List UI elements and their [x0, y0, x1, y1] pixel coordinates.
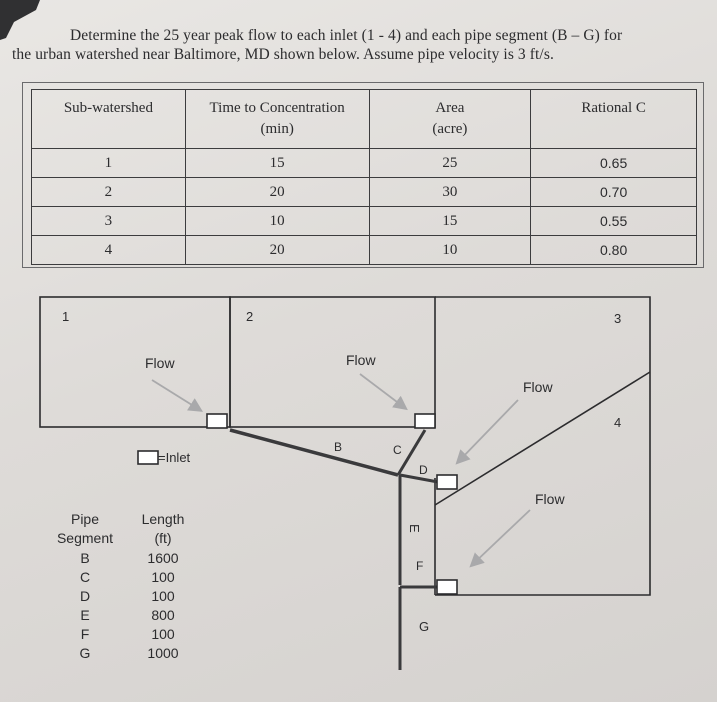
- cell-area: 25: [369, 149, 531, 178]
- pipe-label-f: F: [416, 559, 424, 573]
- header-time-of-concentration: Time to Concentration (min): [185, 90, 369, 149]
- inlet-4: [437, 580, 457, 594]
- flow-arrow-2: [360, 374, 405, 408]
- cell-subwatershed: 2: [32, 178, 186, 207]
- pipe-length-value: 100: [151, 588, 175, 604]
- cell-tc: 10: [185, 207, 369, 236]
- subwatershed-3-4-boundary: [435, 297, 650, 595]
- inlet-legend-icon: [138, 451, 158, 464]
- pipe-length-value: 100: [151, 626, 175, 642]
- list-item: [50, 626, 210, 645]
- inlet-1: [207, 414, 227, 428]
- pipe-length-value: 1000: [147, 645, 179, 661]
- pipe-segment-id: F: [80, 626, 90, 642]
- subwatershed-label-1: 1: [62, 309, 70, 324]
- pipe-segment-id: D: [79, 588, 91, 604]
- flow-arrow-1: [152, 380, 200, 410]
- header-area: Area (acre): [369, 90, 531, 149]
- list-item: [50, 607, 210, 626]
- problem-line-1: Determine the 25 year peak flow to each inlet (1 - 4) and each pipe segment (B – G) for: [70, 27, 623, 44]
- cell-rational-c: 0.55: [531, 207, 697, 236]
- inlet-legend-text: =Inlet: [158, 450, 191, 465]
- flow-arrow-4: [472, 510, 530, 565]
- cell-tc: 20: [185, 236, 369, 265]
- cell-area: 30: [369, 178, 531, 207]
- cell-area: 10: [369, 236, 531, 265]
- flow-label-1: Flow: [145, 355, 175, 371]
- header-subwatershed: Sub-watershed: [32, 90, 186, 149]
- cell-tc: 15: [185, 149, 369, 178]
- flow-label-4: Flow: [535, 491, 565, 507]
- pipe-label-e: E: [407, 524, 422, 533]
- pipe-segment-b: [230, 430, 398, 475]
- cell-subwatershed: 1: [32, 149, 186, 178]
- list-item: [50, 550, 210, 569]
- table-row: [32, 207, 697, 236]
- pipe-label-c: C: [393, 443, 402, 457]
- list-item: [50, 645, 210, 664]
- subwatershed-label-4: 4: [614, 415, 622, 430]
- list-item: [50, 588, 210, 607]
- subwatershed-label-3: 3: [614, 311, 622, 326]
- cell-rational-c: 0.80: [531, 236, 697, 265]
- cell-rational-c: 0.65: [531, 149, 697, 178]
- problem-line-2: the urban watershed near Baltimore, MD shown below. Assume pipe velocity is 3 ft/s.: [12, 46, 554, 63]
- cell-subwatershed: 4: [32, 236, 186, 265]
- inlet-3: [437, 475, 457, 489]
- problem-statement: [12, 26, 702, 64]
- subwatershed-table-box: [22, 82, 704, 268]
- subwatershed-table: [31, 89, 697, 265]
- cell-rational-c: 0.70: [531, 178, 697, 207]
- pipe-label-g: G: [419, 619, 430, 634]
- pipe-length-value: 1600: [147, 550, 179, 566]
- table-header-row: [32, 90, 697, 149]
- subwatershed-label-2: 2: [246, 309, 254, 324]
- header-rational-c: Rational C: [531, 90, 697, 149]
- pipe-segment-header: Pipe Segment: [56, 511, 114, 546]
- pipe-label-b: B: [334, 440, 343, 454]
- inlet-2: [415, 414, 435, 428]
- cell-subwatershed: 3: [32, 207, 186, 236]
- table-row: [32, 178, 697, 207]
- flow-label-3: Flow: [523, 379, 553, 395]
- pipe-segment-id: C: [79, 569, 91, 585]
- flow-arrow-3: [458, 400, 518, 462]
- pipe-length-value: 800: [151, 607, 175, 623]
- pipe-length-value: 100: [151, 569, 175, 585]
- pipe-segment-id: B: [80, 550, 90, 566]
- table-row: [32, 149, 697, 178]
- pipe-label-d: D: [419, 463, 428, 477]
- flow-label-2: Flow: [346, 352, 376, 368]
- table-row: [32, 236, 697, 265]
- cell-area: 15: [369, 207, 531, 236]
- pipe-length-header: Length (ft): [141, 511, 185, 546]
- cell-tc: 20: [185, 178, 369, 207]
- pipe-segment-id: G: [79, 645, 91, 661]
- pipe-segment-id: E: [80, 607, 90, 623]
- list-item: [50, 569, 210, 588]
